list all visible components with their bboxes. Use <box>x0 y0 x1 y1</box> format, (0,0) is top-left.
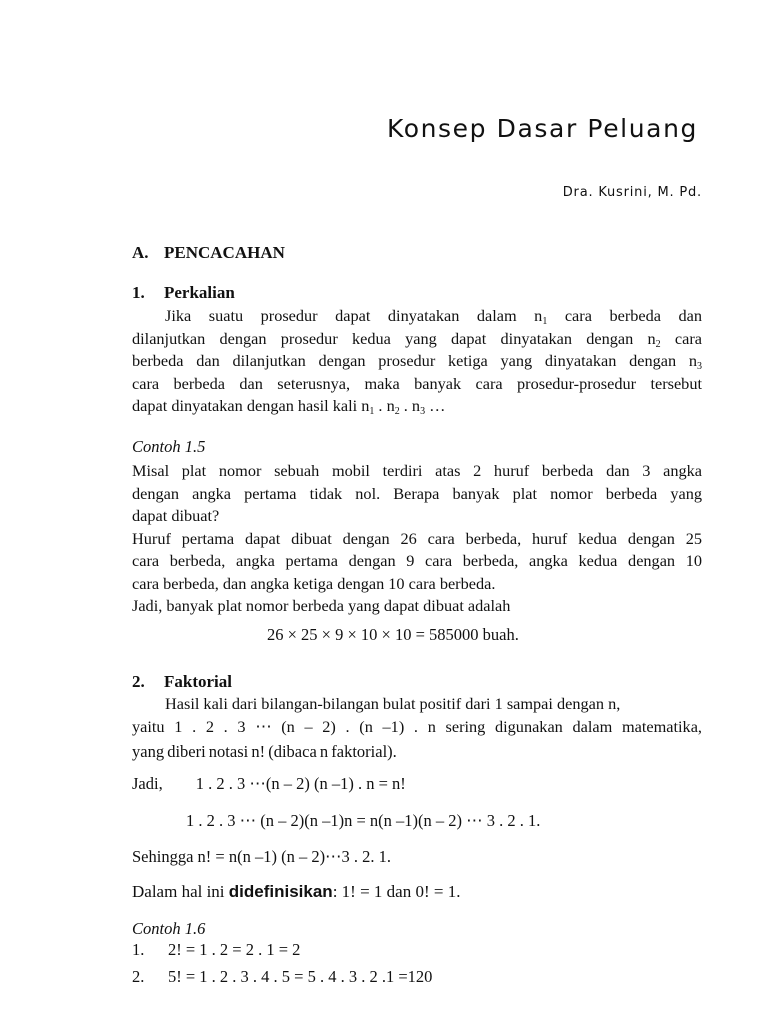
section-title: PENCACAHAN <box>164 243 285 262</box>
example-label-1-5: Contoh 1.5 <box>132 437 206 456</box>
subsection-number: 1. <box>132 283 145 302</box>
list-item-number: 2. <box>132 967 145 986</box>
factorial-notation-line: yang diberi notasi n! (dibaca n faktorial). <box>132 742 397 761</box>
factorial-expansion-formula: 1 . 2 . 3 ⋯ (n – 2)(n –1)n = n(n –1)(n – 2) ⋯ 3 . 2 . 1. <box>186 811 541 830</box>
paragraph-line: cara berbeda, dan angka ketiga dengan 10 cara berbeda. <box>132 573 496 593</box>
list-item-number: 1. <box>132 940 145 959</box>
section-number: A. <box>132 243 149 262</box>
paragraph-perkalian <box>132 305 702 418</box>
paragraph-line: dengan angka pertama tidak nol. Berapa banyak plat nomor berbeda yang <box>132 483 702 503</box>
subsection-heading-faktorial <box>132 672 232 692</box>
paragraph-line: yaitu 1 . 2 . 3 ⋯ (n – 2) . (n –1) . n sering digunakan dalam matematika, <box>132 716 702 736</box>
paragraph-line: cara berbeda dan seterusnya, maka banyak cara prosedur-prosedur tersebut <box>132 373 702 393</box>
definition-keyword: didefinisikan <box>228 882 333 901</box>
plate-count-formula: 26 × 25 × 9 × 10 × 10 = 585000 buah. <box>267 625 519 644</box>
paragraph-line: berbeda dan dilanjutkan dengan prosedur ketiga yang dinyatakan dengan $n_3$ <box>132 351 702 372</box>
list-item-text: 5! = 1 . 2 . 3 . 4 . 5 = 5 . 4 . 3 . 2 .1 =120 <box>168 967 433 986</box>
paragraph-faktorial <box>132 693 702 738</box>
subsection-number: 2. <box>132 672 145 691</box>
list-item <box>132 967 432 987</box>
jadi-label: Jadi, <box>132 774 163 793</box>
paragraph-line: dilanjutkan dengan prosedur kedua yang dapat dinyatakan dengan $n_2$ cara <box>132 328 702 350</box>
paragraph-line: Jadi, banyak plat nomor berbeda yang dapat dibuat adalah <box>132 596 511 615</box>
document-title: Konsep Dasar Peluang <box>386 114 698 143</box>
paragraph-line: cara berbeda, angka pertama dengan 9 cara berbeda, angka kedua dengan 10 <box>132 551 702 570</box>
jadi-line <box>132 774 406 794</box>
section-heading-pencacahan <box>132 243 285 263</box>
paragraph-line: dapat dinyatakan dengan hasil kali $n_1$ . $n_2$ . $n_3$ … <box>132 396 446 417</box>
subsection-title: Faktorial <box>164 672 232 691</box>
subsection-heading-perkalian <box>132 283 235 303</box>
example-1-5-body <box>132 460 702 618</box>
subsection-title: Perkalian <box>164 283 235 302</box>
paragraph-line: Misal plat nomor sebuah mobil terdiri atas 2 huruf berbeda dan 3 angka <box>132 461 702 480</box>
list-item-text: 2! = 1 . 2 = 2 . 1 = 2 <box>168 940 301 959</box>
paragraph-line: Hasil kali dari bilangan-bilangan bulat positif dari 1 sampai dengan n, <box>165 694 621 713</box>
paragraph-line: Huruf pertama dapat dibuat dengan 26 cara berbeda, huruf kedua dengan 25 <box>132 528 702 548</box>
factorial-definition-formula: 1 . 2 . 3 ⋯(n – 2) (n –1) . n = n! <box>195 774 406 793</box>
author-name: Dra. Kusrini, M. Pd. <box>562 185 702 200</box>
paragraph-line: dapat dibuat? <box>132 506 220 525</box>
sehingga-line: Sehingga n! = n(n –1) (n – 2)⋯3 . 2. 1. <box>132 847 392 866</box>
paragraph-line: Jika suatu prosedur dapat dinyatakan dalam $n_1$ cara berbeda dan <box>165 306 703 327</box>
definition-line: Dalam hal ini didefinisikan: 1! = 1 dan 0! = 1. <box>132 882 461 901</box>
list-item <box>132 940 300 960</box>
example-label-1-6: Contoh 1.6 <box>132 919 206 938</box>
